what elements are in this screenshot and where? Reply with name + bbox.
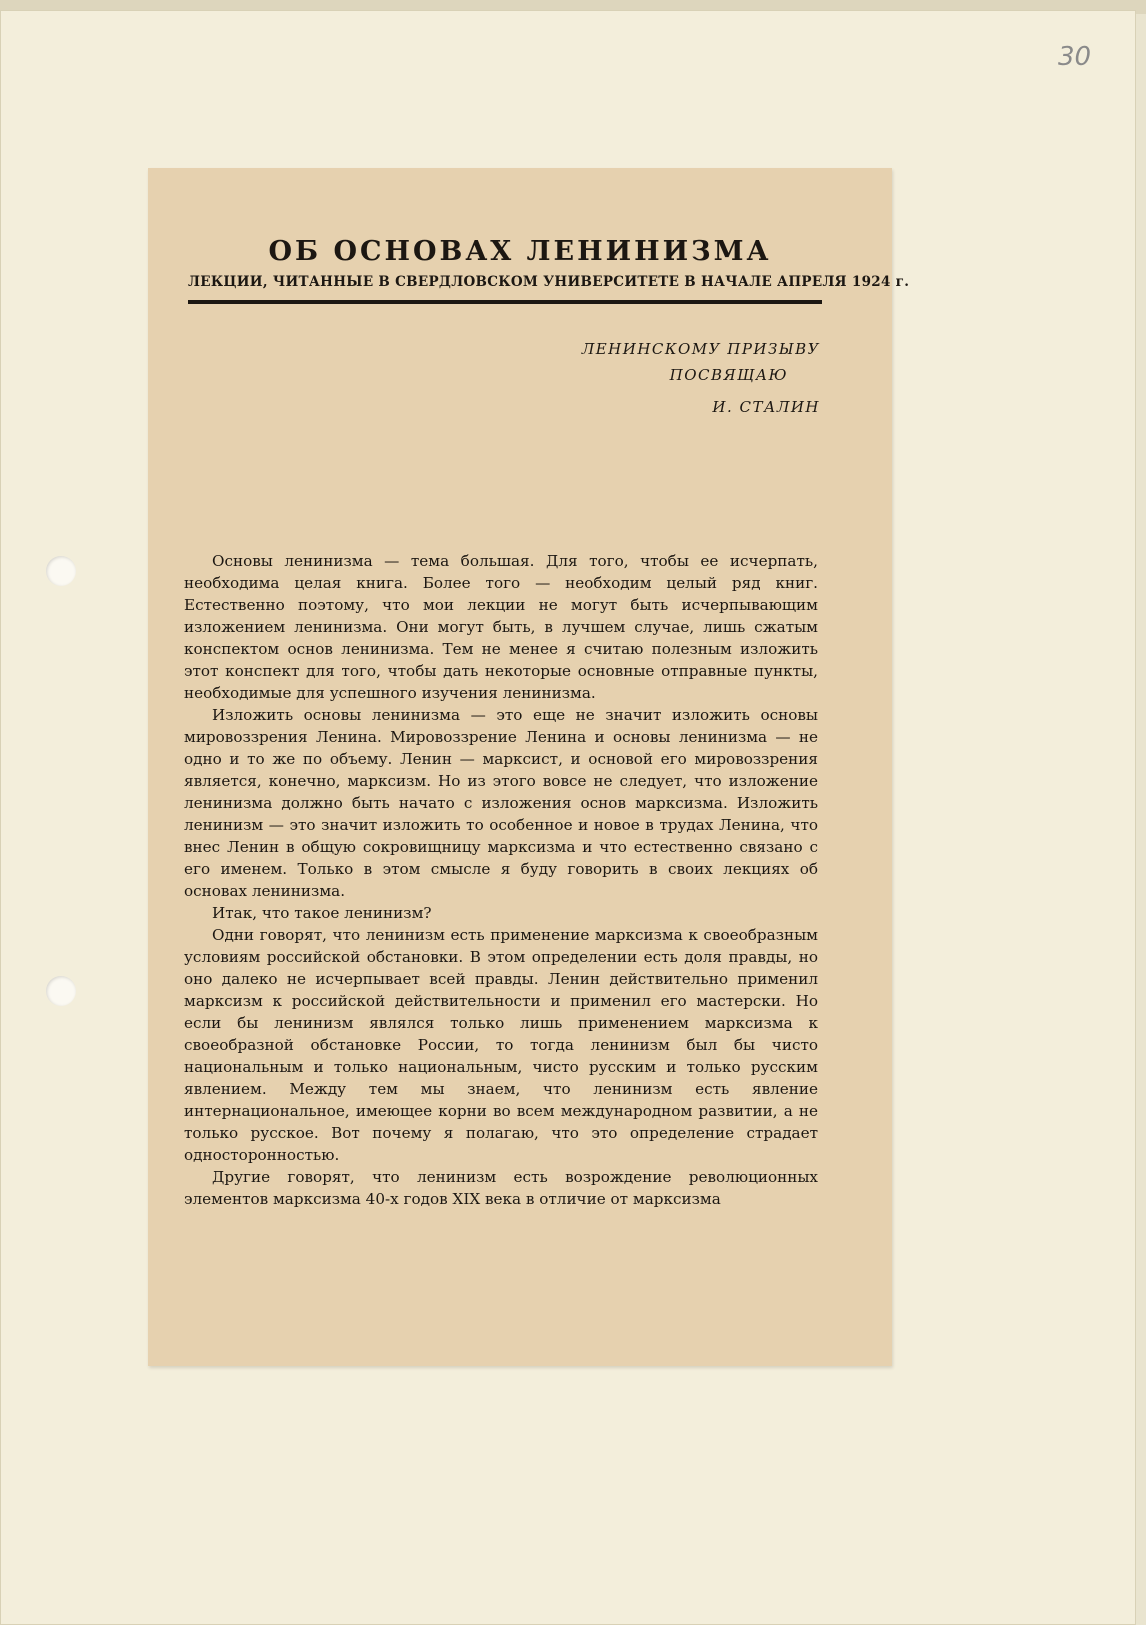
dedication-author: И. СТАЛИН — [712, 398, 820, 416]
folio-number: 30 — [1058, 42, 1092, 72]
paragraph-question: Итак, что такое ленинизм? — [212, 904, 432, 922]
paragraph: Другие говорят, что ленинизм есть возрождение революционных элементов марксизма 40-х годов XIX века в отличие от марксизма — [184, 1168, 818, 1208]
article-title: ОБ ОСНОВАХ ЛЕНИНИЗМА — [268, 236, 772, 267]
paragraph: Изложить основы ленинизма — это еще не значит изложить основы мировоззрения Ленина. Мировоззрение Ленина и основы ленинизма — не одно и то же по объему. Ленин — марксист, и основой его мировоззрения является, конечно, марксизм. Но из этого вовсе не следует, что изложение ленинизма должно быть начато с изложения основ марксизма. Изложить ленинизм — это значит изложить то особенное и новое в трудах Ленина, что внес Ленин в общую сокровищницу марксизма и что естественно связано с его именем. Только в этом смысле я буду говорить в своих лекциях об основах ленинизма. — [184, 706, 818, 900]
paragraph: Основы ленинизма — тема большая. Для того, чтобы ее исчерпать, необходима целая книга. Более того — необходим целый ряд книг. Естественно поэтому, что мои лекции не могут быть исчерпывающим изложением ленинизма. Они могут быть, в лучшем случае, лишь сжатым конспектом основ ленинизма. Тем не менее я считаю полезным изложить этот конспект для того, чтобы дать некоторые основные отправные пункты, необходимые для успешного изучения ленинизма. — [184, 552, 818, 702]
dedication-line-2: ПОСВЯЩАЮ — [669, 366, 788, 384]
punch-hole-top — [46, 556, 76, 586]
dedication-line-1: ЛЕНИНСКОМУ ПРИЗЫВУ — [581, 340, 820, 358]
paragraph: Одни говорят, что ленинизм есть применение марксизма к своеобразным условиям российской обстановки. В этом определении есть доля правды, но оно далеко не исчерпывает всей правды. Ленин действительно применил марксизм к российской действительности и применил его мастерски. Но если бы ленинизм являлся только лишь применением марксизма к своеобразной обстановке России, то тогда ленинизм был бы чисто национальным и только национальным, чисто русским и только русским явлением. Между тем мы знаем, что ленинизм есть явление интернациональное, имеющее корни во всем международном развитии, а не только русское. Вот почему я полагаю, что это определение страдает односторонностью. — [184, 926, 818, 1164]
article-body — [184, 550, 818, 1210]
dedication — [520, 340, 820, 416]
article-subtitle: ЛЕКЦИИ, ЧИТАННЫЕ В СВЕРДЛОВСКОМ УНИВЕРСИТЕТЕ В НАЧАЛЕ АПРЕЛЯ 1924 г. — [188, 274, 910, 290]
title-rule — [188, 300, 822, 304]
punch-hole-bottom — [46, 976, 76, 1006]
newspaper-clipping — [148, 168, 910, 1366]
